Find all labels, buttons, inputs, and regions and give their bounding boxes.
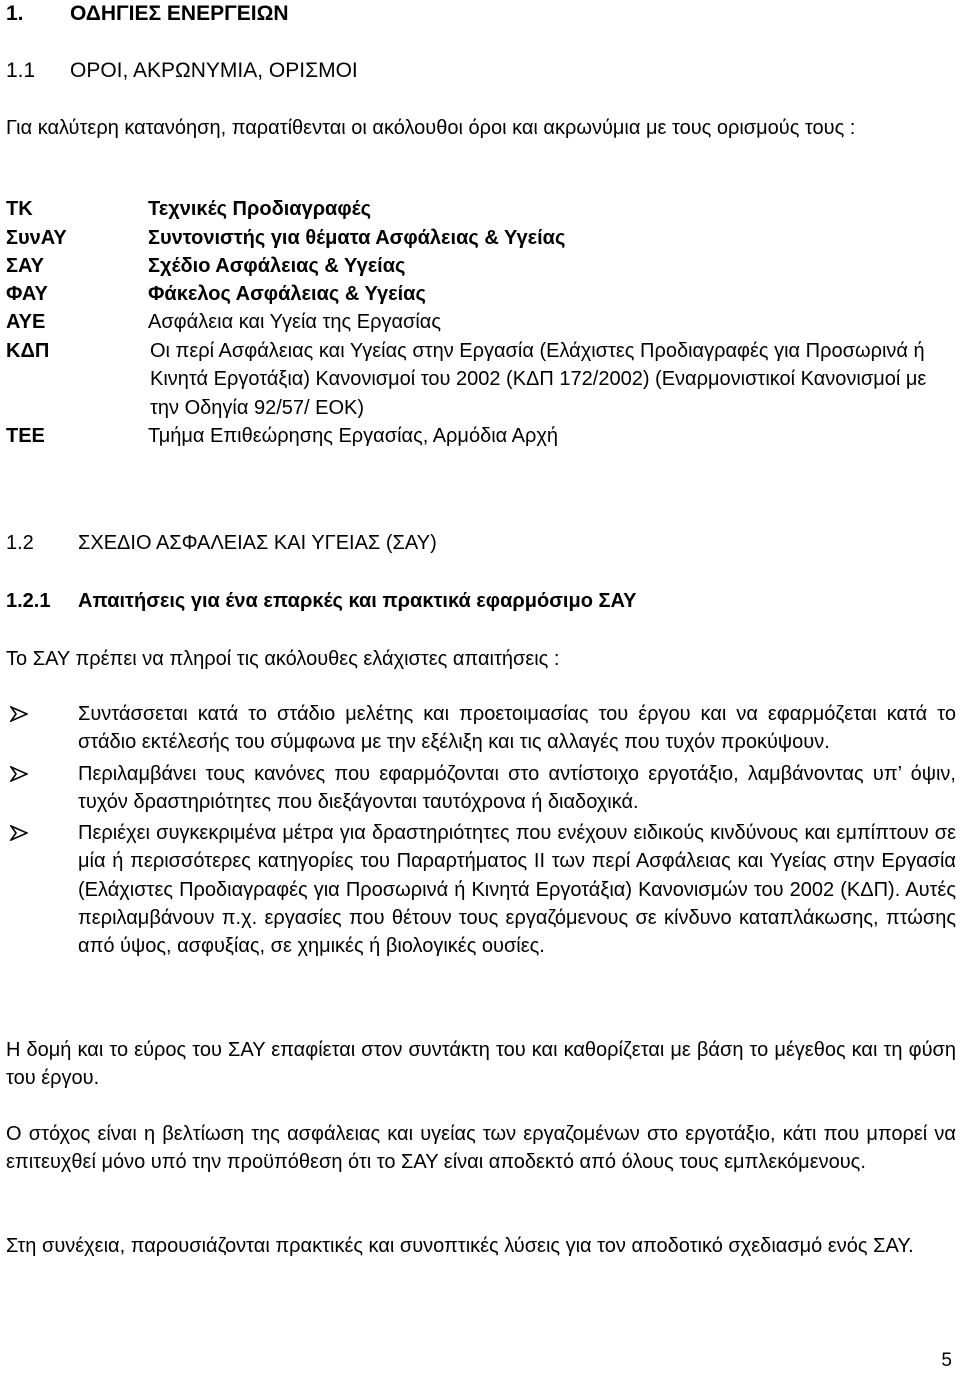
arrowhead-bullet-icon bbox=[10, 706, 28, 722]
arrowhead-bullet-icon bbox=[10, 766, 28, 782]
def-abbr: ΤΚ bbox=[6, 198, 33, 220]
list-item-text: Περιέχει συγκεκριμένα μέτρα για δραστηριότητες που ενέχουν ειδικούς κινδύνους και εμπίπτουν σε μία ή περισσότερες κατηγορίες του Παραρτήματος ΙΙ των περί Ασφάλειας και Υγείας στην Εργασία (Ελάχιστες Προδιαγραφές για Προσωρινά ή Κινητά Εργοτάξια) Κανονισμών του 2002 (ΚΔΠ). Αυτές περιλαμβάνουν π.χ. εργασίες που θέτουν τους εργαζόμενους σε κίνδυνο καταπλάκωσης, πτώσης από ύψος, ασφυξίας, σε χημικές ή βιολογικές ουσίες. bbox=[78, 822, 956, 958]
list-item-text: Συντάσσεται κατά το στάδιο μελέτης και προετοιμασίας του έργου και να εφαρμόζεται κατά το στάδιο εκτέλεσής του σύμφωνα με την εξέλιξη και τις αλλαγές που τυχόν προκύψουν. bbox=[78, 703, 956, 754]
section-1-2-title: ΣΧΕΔΙΟ ΑΣΦΑΛΕΙΑΣ ΚΑΙ ΥΓΕΙΑΣ (ΣΑΥ) bbox=[78, 532, 437, 554]
section-1-heading bbox=[6, 2, 289, 26]
paragraph-goal: Ο στόχος είναι η βελτίωση της ασφάλειας και υγείας των εργαζομένων στο εργοτάξιο, κάτι που μπορεί να επιτευχθεί μόνο υπό την προϋπόθεση ότι το ΣΑΥ είναι αποδεκτό από όλους τους εμπλεκόμενους. bbox=[6, 1123, 956, 1174]
def-text: Τεχνικές Προδιαγραφές bbox=[148, 198, 372, 220]
intro-paragraph: Για καλύτερη κατανόηση, παρατίθενται οι ακόλουθοι όροι και ακρωνύμια με τους ορισμούς τους : bbox=[6, 117, 856, 139]
def-text: Οι περί Ασφάλειας και Υγείας στην Εργασία (Ελάχιστες Προδιαγραφές για Προσωρινά ή Κινητά Εργοτάξια) Κανονισμοί του 2002 (ΚΔΠ 172/2002) (Εναρμονιστικοί Κανονισμοί με την Οδηγία 92/57/ ΕΟΚ) bbox=[150, 340, 927, 419]
def-abbr: ΤΕΕ bbox=[6, 425, 45, 447]
section-1-1-number: 1.1 bbox=[6, 59, 36, 82]
def-text: Σχέδιο Ασφάλειας & Υγείας bbox=[148, 255, 406, 277]
def-text: Τμήμα Επιθεώρησης Εργασίας, Αρμόδια Αρχή bbox=[148, 425, 559, 447]
section-1-2-1-number: 1.2.1 bbox=[6, 590, 51, 612]
paragraph-solutions: Στη συνέχεια, παρουσιάζονται πρακτικές και συνοπτικές λύσεις για τον αποδοτικό σχεδιασμό ενός ΣΑΥ. bbox=[6, 1235, 914, 1257]
page-number: 5 bbox=[941, 1350, 952, 1371]
def-abbr: ΚΔΠ bbox=[6, 340, 50, 362]
def-text: Φάκελος Ασφάλειας & Υγείας bbox=[148, 283, 426, 305]
def-abbr: ΑΥΕ bbox=[6, 311, 46, 333]
section-1-1-heading bbox=[6, 59, 358, 83]
section-1-2-1-heading bbox=[6, 590, 636, 613]
list-item bbox=[6, 819, 956, 960]
def-abbr: ΦΑΥ bbox=[6, 283, 48, 305]
list-item bbox=[6, 760, 956, 817]
section-1-number: 1. bbox=[6, 2, 24, 25]
section-1-2-number: 1.2 bbox=[6, 532, 34, 554]
section-1-1-title: ΟΡΟΙ, ΑΚΡΩΝΥΜΙΑ, ΟΡΙΣΜΟΙ bbox=[70, 59, 358, 82]
requirements-list bbox=[6, 700, 956, 964]
arrowhead-bullet-icon bbox=[10, 825, 28, 841]
section-1-title: ΟΔΗΓΙΕΣ ΕΝΕΡΓΕΙΩΝ bbox=[70, 2, 289, 25]
section-1-2-1-title: Απαιτήσεις για ένα επαρκές και πρακτικά εφαρμόσιμο ΣΑΥ bbox=[78, 590, 637, 612]
def-abbr: ΣυνΑΥ bbox=[6, 227, 67, 249]
paragraph-structure: Η δομή και το εύρος του ΣΑΥ επαφίεται στον συντάκτη του και καθορίζεται με βάση το μέγεθος και τη φύση του έργου. bbox=[6, 1039, 956, 1090]
list-item bbox=[6, 700, 956, 757]
requirements-intro: Το ΣΑΥ πρέπει να πληροί τις ακόλουθες ελάχιστες απαιτήσεις : bbox=[6, 648, 560, 670]
def-text: Συντονιστής για θέματα Ασφάλειας & Υγείας bbox=[148, 227, 566, 249]
def-abbr: ΣΑΥ bbox=[6, 255, 44, 277]
section-1-2-heading bbox=[6, 532, 437, 555]
def-text: Ασφάλεια και Υγεία της Εργασίας bbox=[148, 311, 441, 333]
list-item-text: Περιλαμβάνει τους κανόνες που εφαρμόζονται στο αντίστοιχο εργοτάξιο, λαμβάνοντας υπ’ όψιν, τυχόν δραστηριότητες που διεξάγονται ταυτόχρονα ή διαδοχικά. bbox=[78, 762, 956, 813]
